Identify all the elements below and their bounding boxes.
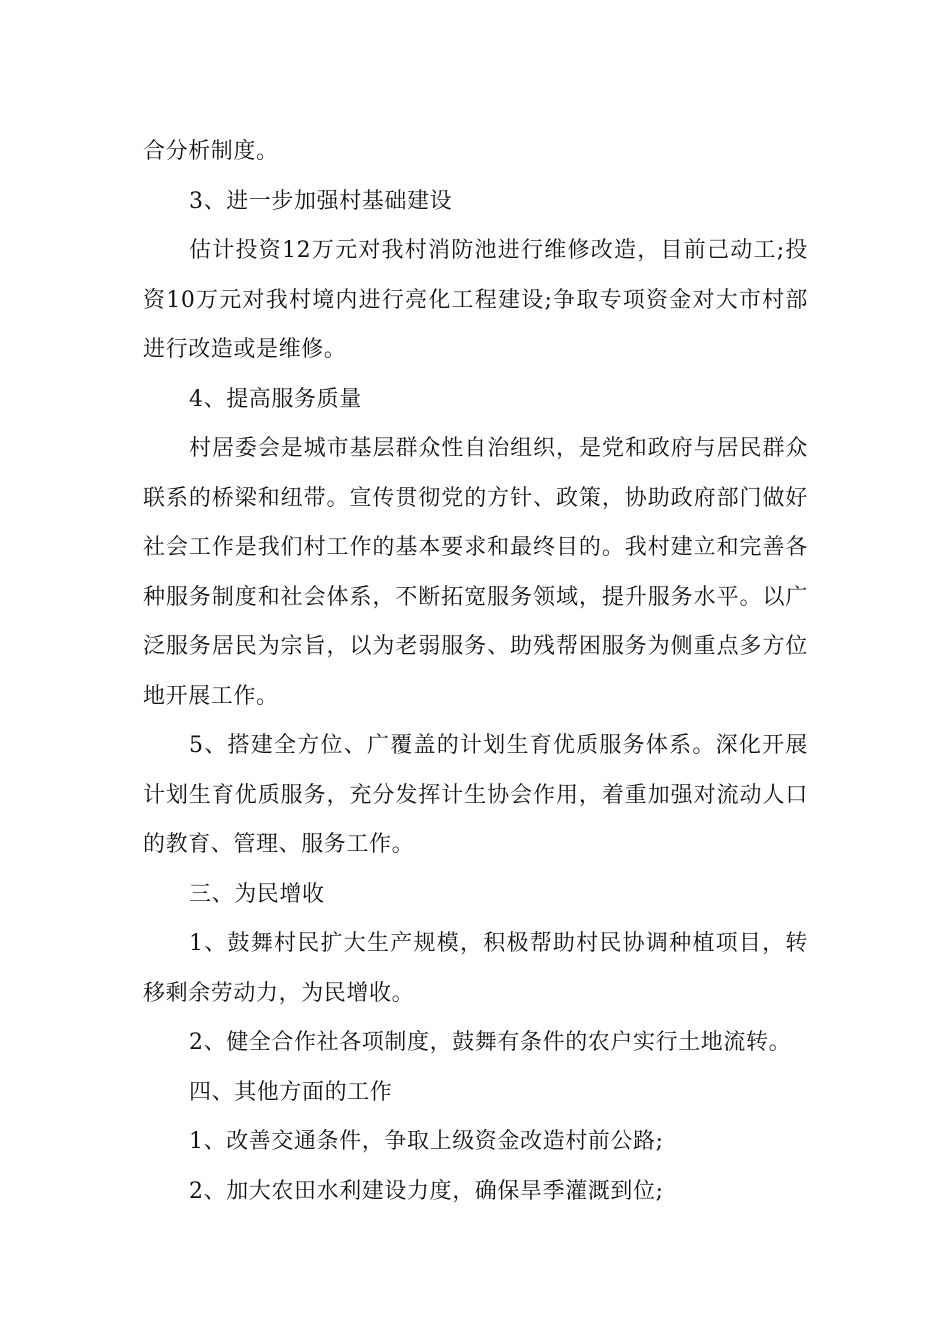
paragraph-infrastructure: 估计投资12万元对我村消防池进行维修改造，目前己动工;投资10万元对我村境内进行亮化工程建设;争取专项资金对大市村部进行改造或是维修。 [143, 238, 808, 362]
paragraph-income-2: 2、健全合作社各项制度，鼓舞有条件的农户实行土地流转。 [189, 1030, 792, 1055]
document-body [143, 127, 808, 1216]
paragraph-other-work-1: 1、改善交通条件，争取上级资金改造村前公路; [189, 1129, 664, 1154]
paragraph-income-1: 1、鼓舞村民扩大生产规模，积极帮助村民协调种植项目，转移剩余劳动力，为民增收。 [143, 931, 808, 1006]
paragraph-continuation: 合分析制度。 [143, 139, 279, 164]
section-heading-infrastructure: 3、进一步加强村基础建设 [189, 188, 453, 214]
paragraph-family-planning: 5、搭建全方位、广覆盖的计划生育优质服务体系。深化开展计划生育优质服务，充分发挥计生协会作用，着重加强对流动人口的教育、管理、服务工作。 [143, 733, 808, 857]
section-heading-income: 三、为民增收 [189, 881, 325, 907]
section-heading-service-quality: 4、提高服务质量 [189, 386, 362, 412]
paragraph-service-quality: 村居委会是城市基层群众性自治组织，是党和政府与居民群众联系的桥梁和纽带。宣传贯彻党的方针、政策，协助政府部门做好社会工作是我们村工作的基本要求和最终目的。我村建立和完善各种服务制度和社会体系，不断拓宽服务领域，提升服务水平。以广泛服务居民为宗旨，以为老弱服务、助残帮困服务为侧重点多方位地开展工作。 [143, 436, 808, 709]
section-heading-other-work: 四、其他方面的工作 [189, 1079, 393, 1105]
paragraph-other-work-2: 2、加大农田水利建设力度，确保旱季灌溉到位; [189, 1178, 664, 1204]
